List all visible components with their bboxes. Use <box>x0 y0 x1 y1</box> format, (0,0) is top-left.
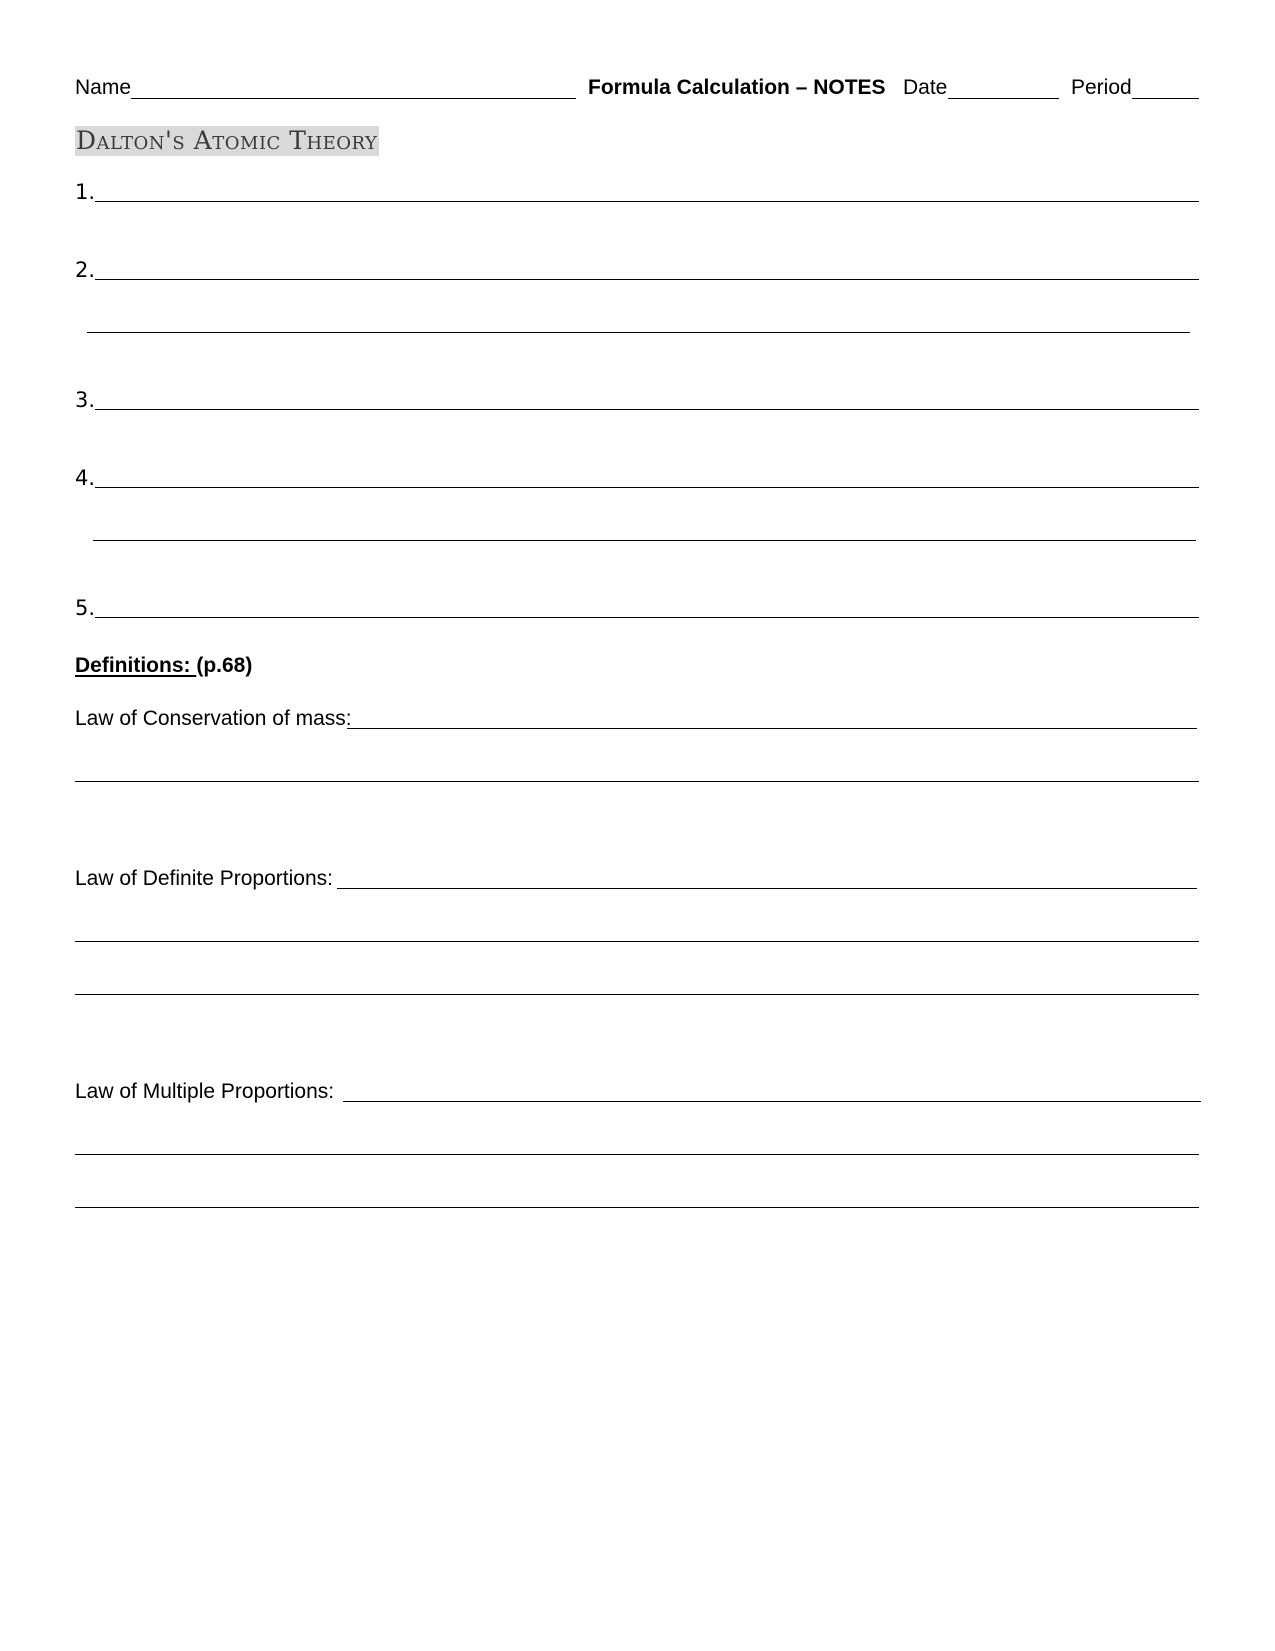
law-definite-line-3[interactable] <box>75 994 1199 995</box>
item-number-1: 1. <box>75 180 96 204</box>
item-3-line[interactable] <box>95 409 1199 410</box>
law-conservation-line-1[interactable] <box>347 728 1197 729</box>
law-multiple-line-1[interactable] <box>343 1101 1201 1102</box>
item-2-continuation-line[interactable] <box>87 332 1190 333</box>
worksheet-title: Formula Calculation – NOTES <box>588 76 886 99</box>
date-blank[interactable] <box>948 98 1059 99</box>
definitions-heading <box>75 654 252 678</box>
item-2-line[interactable] <box>95 279 1199 280</box>
law-conservation-label: Law of Conservation of mass: <box>75 707 352 730</box>
item-4-line[interactable] <box>95 487 1199 488</box>
section-heading: Dalton's Atomic Theory <box>76 126 378 155</box>
item-number-3: 3. <box>75 388 96 412</box>
law-definite-line-1[interactable] <box>337 888 1197 889</box>
item-5-line[interactable] <box>95 617 1199 618</box>
law-conservation-line-2[interactable] <box>75 781 1199 782</box>
law-definite-line-2[interactable] <box>75 941 1199 942</box>
date-label: Date <box>903 76 948 99</box>
item-number-4: 4. <box>75 466 96 490</box>
law-definite-label: Law of Definite Proportions: <box>75 867 333 890</box>
law-multiple-line-2[interactable] <box>75 1154 1199 1155</box>
period-label: Period <box>1071 76 1132 99</box>
name-label: Name <box>75 76 132 99</box>
law-multiple-line-3[interactable] <box>75 1207 1199 1208</box>
definitions-page-ref: (p.68) <box>196 654 253 677</box>
law-multiple-label: Law of Multiple Proportions: <box>75 1080 335 1103</box>
item-number-5: 5. <box>75 596 96 620</box>
item-1-line[interactable] <box>95 201 1199 202</box>
item-number-2: 2. <box>75 258 96 282</box>
item-4-continuation-line[interactable] <box>93 540 1196 541</box>
definitions-heading-label: Definitions: <box>75 654 197 677</box>
name-blank[interactable] <box>131 98 576 99</box>
period-blank[interactable] <box>1132 98 1199 99</box>
